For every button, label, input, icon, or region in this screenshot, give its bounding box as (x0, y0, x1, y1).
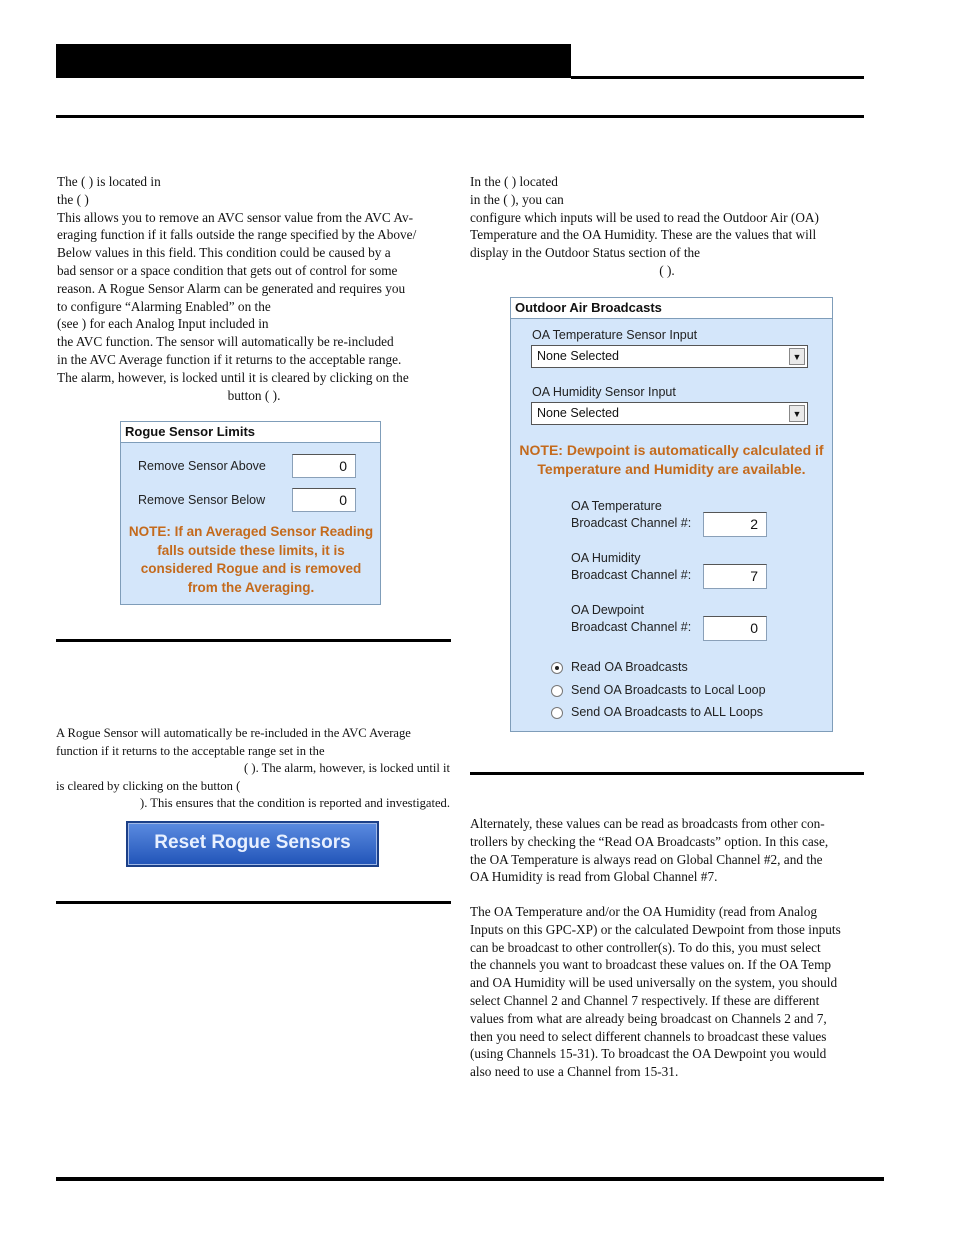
panel-title: Rogue Sensor Limits (121, 422, 380, 443)
text-line: A Rogue Sensor will automatically be re-included in the AVC Average (56, 726, 411, 740)
reset-rogue-sensors-button[interactable]: Reset Rogue Sensors (126, 821, 379, 867)
text-line: The OA Temperature and/or the OA Humidity (read from Analog (470, 904, 818, 919)
dewpoint-note: NOTE: Dewpoint is automatically calculated if Temperature and Humidity are available. (519, 442, 824, 477)
select-value: None Selected (537, 406, 620, 420)
text-line: (see ) for each Analog Input included in (57, 316, 269, 332)
text-line: in the AVC Average function if it returns to the acceptable range. (57, 351, 402, 367)
label-line: Broadcast Channel #: (571, 516, 692, 530)
read-oa-broadcasts-radio[interactable] (551, 662, 563, 674)
oa-temp-channel-label (571, 498, 691, 532)
remove-above-input[interactable]: 0 (292, 454, 356, 478)
remove-below-input[interactable]: 0 (292, 488, 356, 512)
outdoor-air-broadcasts-panel (510, 297, 833, 732)
remove-above-label: Remove Sensor Above (138, 459, 266, 473)
text-line: Below values in this field. This condition could be caused by a (57, 245, 391, 261)
footer-rule (56, 1177, 884, 1181)
left-mid-paragraph (56, 725, 450, 813)
send-local-loop-radio[interactable] (551, 685, 563, 697)
text-line: The ( ) is located in (57, 174, 161, 189)
text-line: the AVC function. The sensor will automatically be re-included (57, 334, 394, 350)
text-line: values from what are already being broadcast on Channels 2 and 7, (470, 1010, 827, 1026)
oa-dew-channel-label (571, 602, 691, 636)
oa-temp-input-label: OA Temperature Sensor Input (532, 328, 698, 342)
text-line: also need to use a Channel from 15-31. (470, 1064, 679, 1080)
text-line: ). This ensures that the condition is reported and investigated. (140, 796, 450, 810)
text-line: reason. A Rogue Sensor Alarm can be generated and requires you (57, 280, 406, 296)
text-line: Temperature and the OA Humidity. These are the values that will (470, 227, 817, 243)
label-line: OA Humidity (571, 551, 641, 565)
label-line: Broadcast Channel #: (571, 620, 692, 634)
chevron-down-icon[interactable]: ▼ (789, 405, 805, 422)
text-line: the OA Temperature is always read on Global Channel #2, and the (470, 851, 823, 867)
text-line: can be broadcast to other controller(s). To do this, you must select (470, 939, 821, 955)
oa-temp-input-select[interactable] (531, 345, 808, 368)
text-line: configure which inputs will be used to read the Outdoor Air (OA) (470, 209, 819, 225)
text-line: This allows you to remove an AVC sensor value from the AVC Av- (57, 209, 414, 225)
oa-hum-input-select[interactable] (531, 402, 808, 425)
text-line: Alternately, these values can be read as broadcasts from other con- (470, 816, 825, 831)
left-rule-1 (56, 639, 451, 642)
oa-hum-channel-input[interactable]: 7 (703, 564, 767, 589)
label-line: Broadcast Channel #: (571, 568, 692, 582)
section-rule (56, 115, 864, 118)
label-line: OA Dewpoint (571, 603, 644, 617)
right-lower-paragraph-1 (470, 815, 864, 886)
oa-dew-channel-input[interactable]: 0 (703, 616, 767, 641)
header-bar (56, 44, 571, 78)
oa-temp-channel-input[interactable]: 2 (703, 512, 767, 537)
text-line: ( ). The alarm, however, is locked until it (244, 761, 450, 775)
text-line: button ( ). (227, 387, 281, 403)
label-line: OA Temperature (571, 499, 662, 513)
text-line: in the ( ), you can (470, 191, 564, 207)
right-lower-paragraph-2 (470, 903, 864, 1081)
oa-hum-input-label: OA Humidity Sensor Input (532, 385, 676, 399)
text-line: then you need to select different channels to broadcast these values (470, 1028, 827, 1044)
header-rule (571, 76, 864, 79)
text-line: and OA Humidity will be used universally on the system, you should (470, 975, 838, 991)
text-line: to configure “Alarming Enabled” on the (57, 298, 271, 314)
text-line: function if it returns to the acceptable range set in the (56, 743, 325, 758)
send-all-loops-label[interactable]: Send OA Broadcasts to ALL Loops (571, 705, 764, 719)
text-line: The alarm, however, is locked until it is cleared by clicking on the (57, 369, 409, 385)
right-rule (470, 772, 864, 775)
remove-below-label: Remove Sensor Below (138, 493, 266, 507)
text-line: (using Channels 15-31). To broadcast the OA Dewpoint you would (470, 1046, 827, 1062)
panel-title: Outdoor Air Broadcasts (511, 298, 832, 319)
text-line: is cleared by clicking on the button ( (56, 778, 241, 793)
left-intro-paragraph (57, 173, 451, 404)
send-all-loops-radio[interactable] (551, 707, 563, 719)
select-value: None Selected (537, 349, 620, 363)
send-local-loop-label[interactable]: Send OA Broadcasts to Local Loop (571, 683, 766, 697)
text-line: eraging function if it falls outside the range specified by the Above/ (57, 227, 417, 243)
oa-hum-channel-label (571, 550, 691, 584)
right-intro-paragraph (470, 173, 864, 280)
text-line: In the ( ) located (470, 174, 558, 189)
text-line: Inputs on this GPC-XP) or the calculated Dewpoint from those inputs (470, 921, 841, 937)
text-line: display in the Outdoor Status section of the (470, 245, 701, 261)
rogue-note: NOTE: If an Averaged Sensor Reading falls outside these limits, it is considered Rogue and is removed from the Averaging. (128, 524, 374, 595)
rogue-sensor-limits-panel (120, 421, 381, 605)
text-line: select Channel 2 and Channel 7 respectively. If these are different (470, 992, 820, 1008)
text-line: trollers by checking the “Read OA Broadcasts” option. In this case, (470, 833, 829, 849)
read-oa-broadcasts-label[interactable]: Read OA Broadcasts (571, 660, 688, 674)
left-rule-2 (56, 901, 451, 904)
chevron-down-icon[interactable]: ▼ (789, 348, 805, 365)
text-line: the ( ) (57, 191, 89, 207)
text-line: OA Humidity is read from Global Channel #7. (470, 869, 718, 885)
text-line: ( ). (659, 262, 675, 278)
text-line: bad sensor or a space condition that gets out of control for some (57, 262, 398, 278)
text-line: the channels you want to broadcast these values on. If the OA Temp (470, 957, 832, 973)
